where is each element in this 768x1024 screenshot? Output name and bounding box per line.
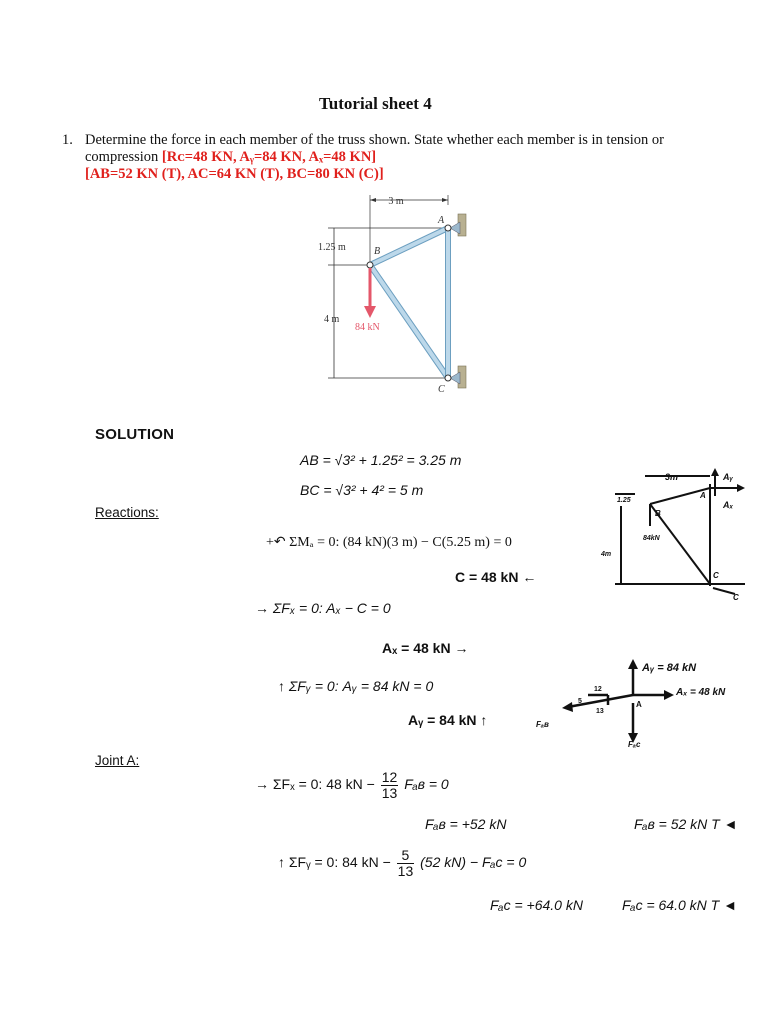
eq-bc-length: BC = √3² + 4² = 5 m <box>300 482 424 498</box>
page-title: Tutorial sheet 4 <box>319 94 432 113</box>
fraction-5-13: $\frac{5}{13}$ <box>397 847 414 879</box>
fy-equation: ΣFᵧ = 0: Aᵧ = 84 kN = 0 <box>288 678 434 694</box>
joint-a-fx-pre: ΣFₓ = 0: 48 kN − <box>272 776 375 793</box>
svg-text:Fₐᴄ: Fₐᴄ <box>628 740 641 749</box>
svg-text:13: 13 <box>596 708 604 715</box>
joint-fx-icon: → <box>255 776 269 793</box>
handsketch-truss-fbd <box>601 466 760 606</box>
ay-result: Aᵧ = 84 kN ↑ <box>408 712 488 728</box>
node-b-label: B <box>374 246 381 257</box>
fac-calc: Fₐᴄ = +64.0 kN <box>490 897 583 913</box>
svg-text:Aᵧ = 84 kN: Aᵧ = 84 kN <box>642 662 697 674</box>
svg-text:3m: 3m <box>665 472 679 482</box>
fraction-12-13: $\frac{12}{13}$ <box>381 769 398 801</box>
ax-result: Aₓ = 48 kN → <box>382 640 469 656</box>
problem-text-line1: Determine the force in each member of the truss shown. State whether each member is in tension or <box>85 132 665 148</box>
fab-result: Fₐʙ = 52 kN T ◄ <box>634 816 738 832</box>
svg-text:1.25: 1.25 <box>617 497 631 504</box>
load-label: 84 kN <box>355 322 380 333</box>
dim-3m: 3 m <box>388 196 404 207</box>
node-c-label: C <box>438 384 445 395</box>
joint-fy-icon: ↑ <box>278 854 285 871</box>
svg-text:84kN: 84kN <box>643 535 660 542</box>
joint-a-fx-post: Fₐʙ = 0 <box>404 776 449 793</box>
moment-equation: ΣMₐ = 0: (84 kN)(3 m) − C(5.25 m) = 0 <box>289 535 512 550</box>
fac-result: Fₐᴄ = 64.0 kN T ◄ <box>622 897 737 913</box>
svg-text:4m: 4m <box>601 551 612 558</box>
pin-a <box>445 225 451 231</box>
svg-text:Aₓ: Aₓ <box>723 500 734 510</box>
sum-fy-icon: ↑ <box>278 678 285 694</box>
svg-text:A: A <box>636 700 642 709</box>
problem-number: 1. <box>62 132 73 148</box>
answer-members: [AB=52 KN (T), AC=64 KN (T), BC=80 KN (C)] <box>85 166 384 182</box>
node-a-label: A <box>438 215 445 226</box>
fab-calc: Fₐʙ = +52 kN <box>425 816 507 832</box>
svg-text:Aₓ = 48 kN: Aₓ = 48 kN <box>676 687 726 698</box>
eq-ab-length: AB = √3² + 1.25² = 3.25 m <box>300 452 462 468</box>
c-result: C = 48 kN ← <box>455 569 537 585</box>
fx-equation: ΣFₓ = 0: Aₓ − C = 0 <box>272 600 391 616</box>
handsketch-joint-a-fbd <box>528 655 753 750</box>
svg-text:Fₐʙ: Fₐʙ <box>536 720 549 729</box>
solution-heading: SOLUTION <box>95 426 175 443</box>
pin-b <box>367 262 373 268</box>
moment-icon: +↶ <box>266 535 286 550</box>
svg-text:C: C <box>733 593 739 602</box>
svg-text:C: C <box>713 571 719 580</box>
dim-1-25m: 1.25 m <box>318 242 346 253</box>
problem-text-line2: compression <box>85 149 159 165</box>
truss-figure <box>300 190 480 400</box>
reactions-label: Reactions: <box>95 505 159 520</box>
dim-4m: 4 m <box>324 314 340 325</box>
pin-c <box>445 375 451 381</box>
svg-text:5: 5 <box>578 698 582 705</box>
answer-reactions: [Rᴄ=48 KN, Aᵧ=84 KN, Aₓ=48 KN] <box>161 149 377 165</box>
svg-text:Aᵧ: Aᵧ <box>723 472 733 482</box>
svg-text:B: B <box>655 509 661 518</box>
joint-a-fy-post: (52 kN) − Fₐᴄ = 0 <box>420 854 527 871</box>
joint-a-fy-pre: ΣFᵧ = 0: 84 kN − <box>288 854 391 871</box>
joint-a-label: Joint A: <box>95 753 140 768</box>
sum-fx-icon: → <box>255 600 269 616</box>
svg-text:A: A <box>700 491 706 500</box>
svg-text:12: 12 <box>594 686 602 693</box>
